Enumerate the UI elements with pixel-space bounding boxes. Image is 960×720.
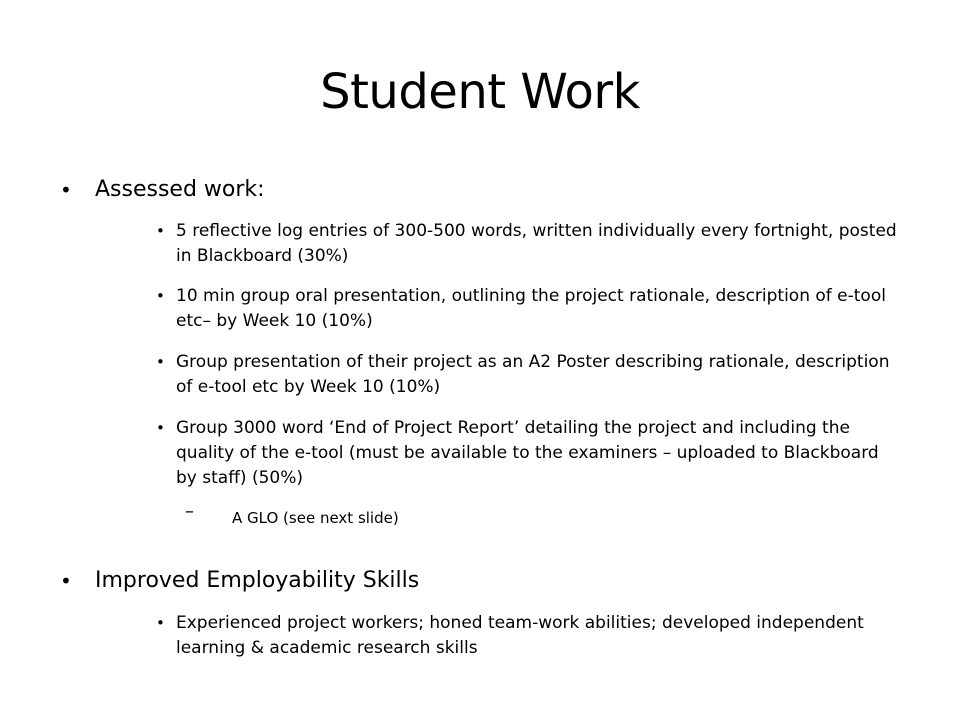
sub-bullet-glo-text: A GLO (see next slide) — [232, 509, 399, 527]
bullet-project-report: • Group 3000 word ‘End of Project Report’ detailing the project and including the quality of the e-tool (must be available to the examiners – uploaded to Blackboard by staff) (50%) — [176, 416, 901, 491]
slide-title: Student Work — [320, 64, 640, 120]
bullet-reflective-log: • 5 reflective log entries of 300-500 words, written individually every fortnight, posted in Blackboard (30%) — [176, 219, 901, 269]
bullet-oral-presentation: • 10 min group oral presentation, outlining the project rationale, description of e-tool etc– by Week 10 (10%) — [176, 284, 901, 334]
dash-marker: – — [185, 501, 194, 522]
bullet-poster: • Group presentation of their project as an A2 Poster describing rationale, description of e-tool etc by Week 10 (10%) — [176, 350, 901, 400]
bullet-employability: • Improved Employability Skills — [95, 566, 419, 596]
sub-bullet-glo — [185, 501, 399, 530]
bullet-skills: • Experienced project workers; honed team-work abilities; developed independent learning & academic research skills — [176, 611, 901, 661]
bullet-assessed-work: • Assessed work: — [95, 175, 265, 205]
